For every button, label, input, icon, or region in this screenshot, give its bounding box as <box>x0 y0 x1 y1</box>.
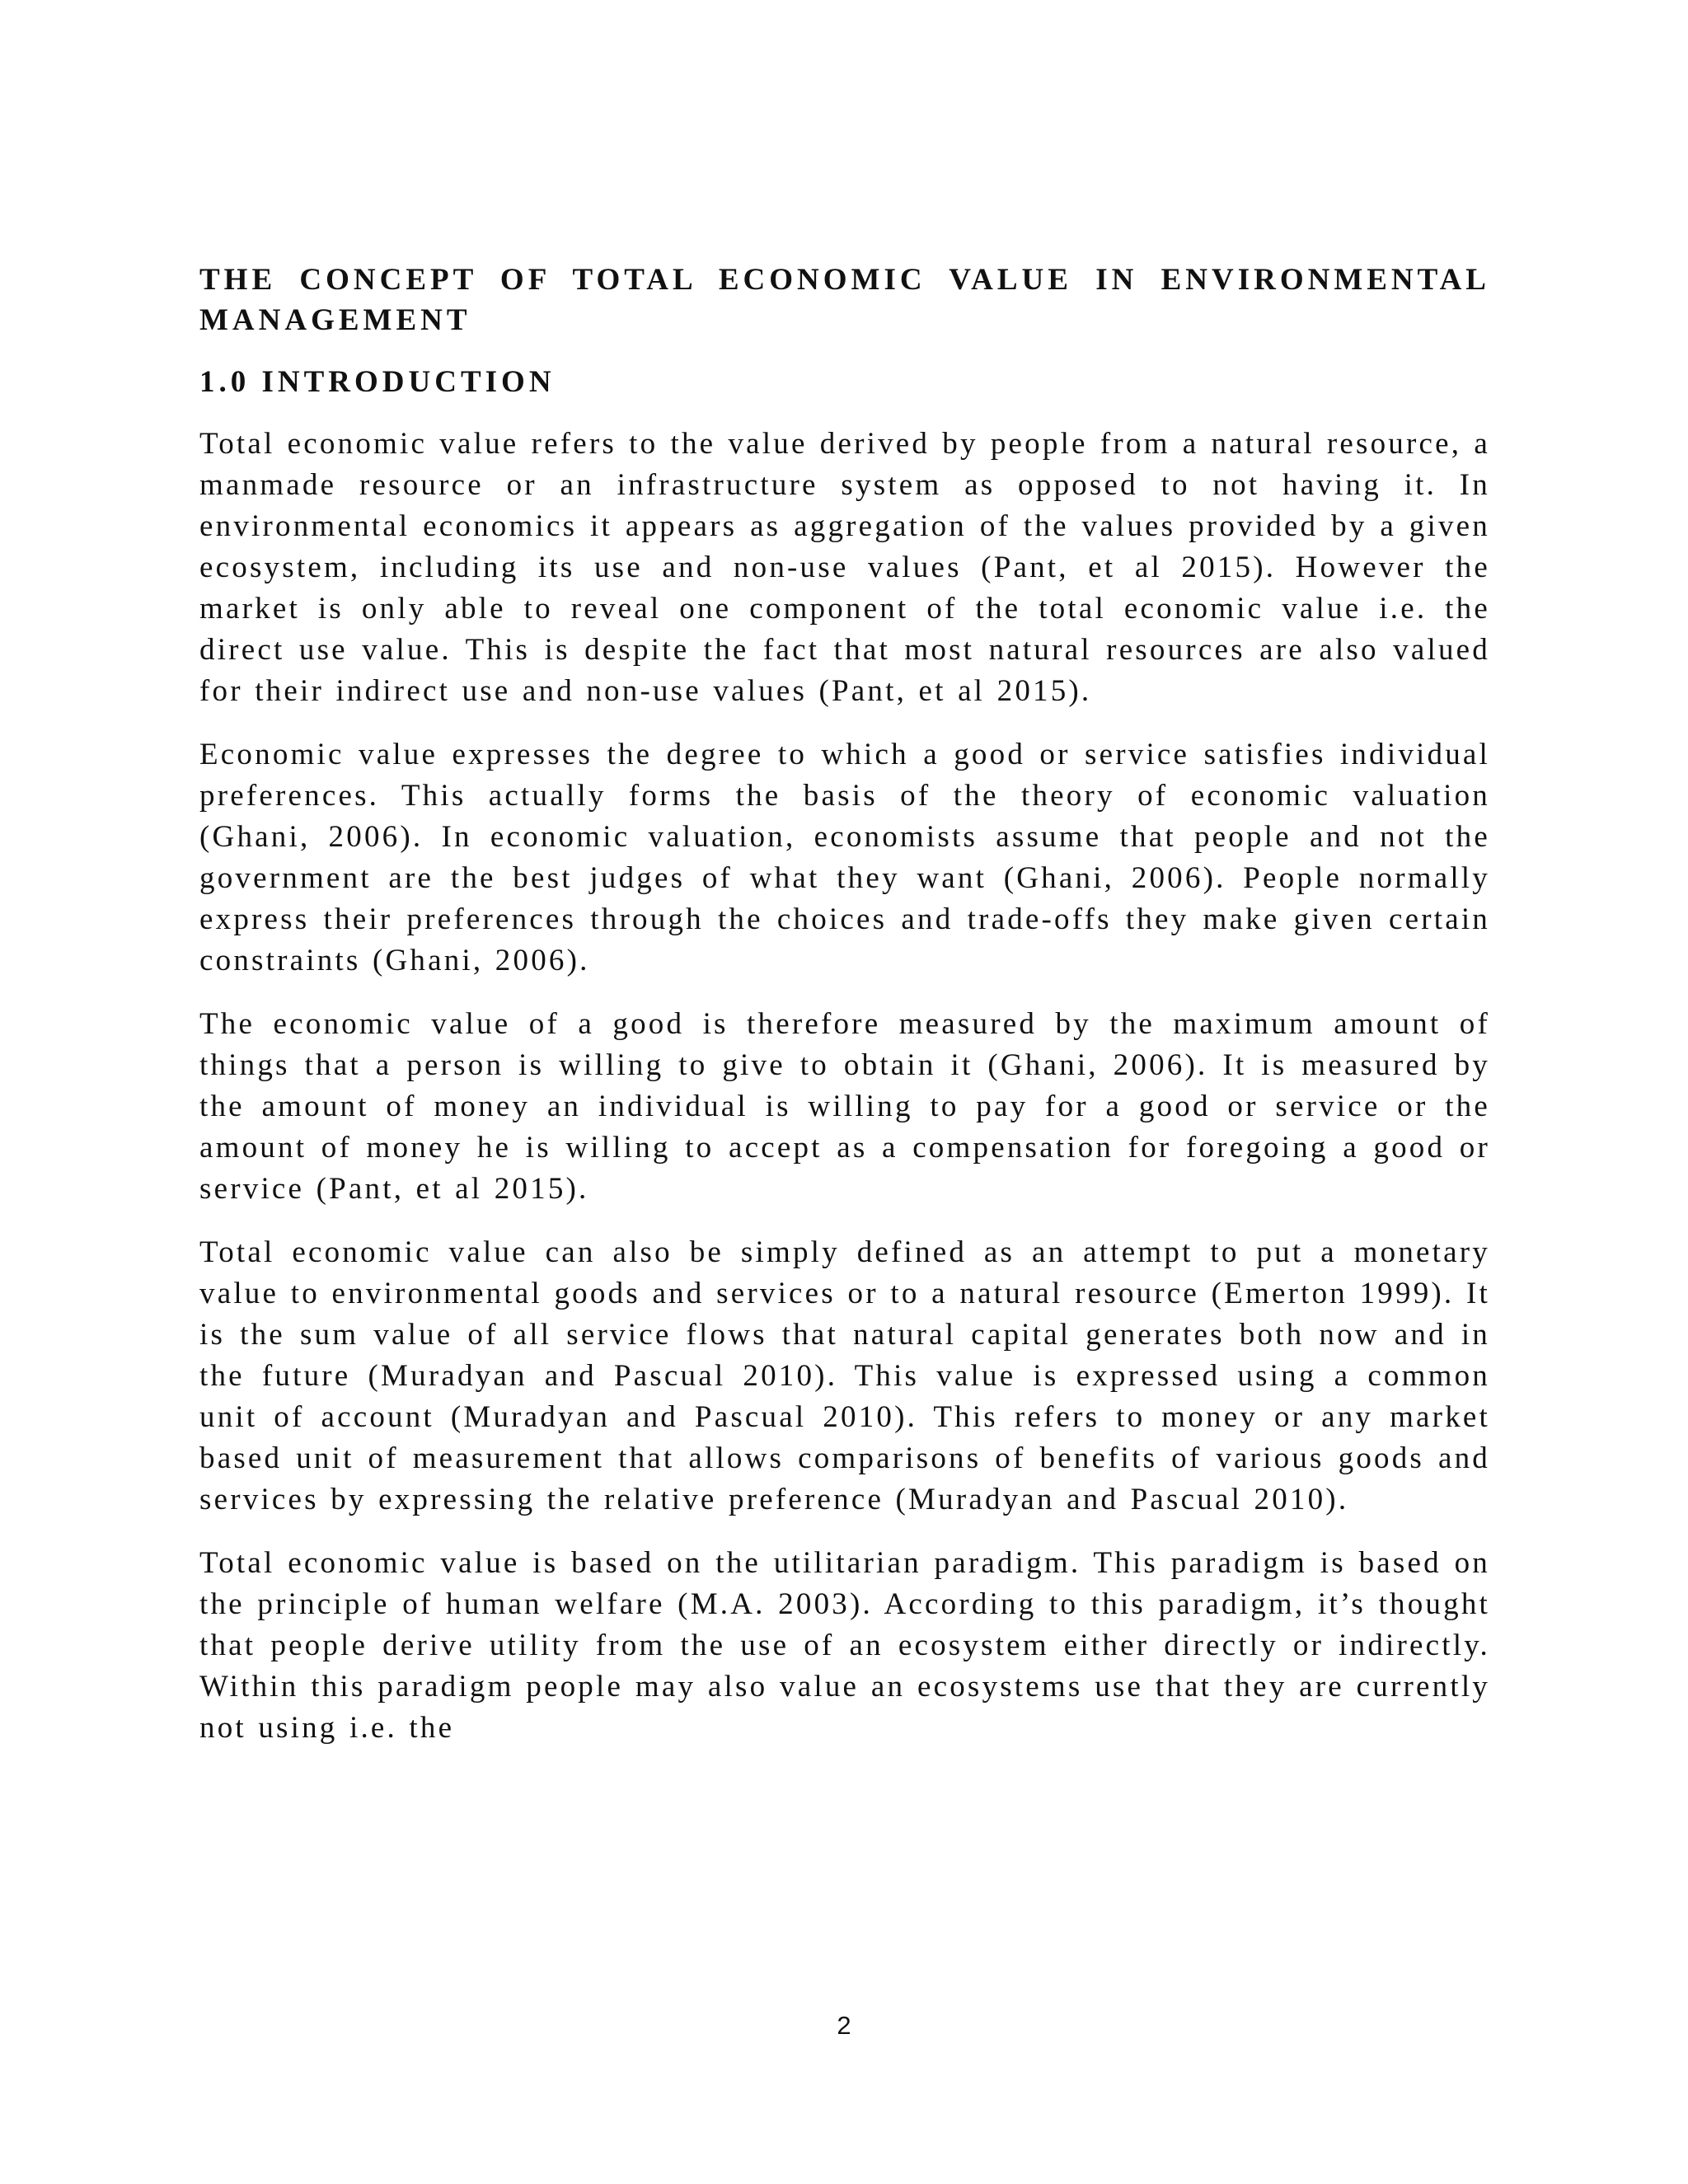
paragraph-4: Total economic value can also be simply defined as an attempt to put a monetary value to environmental goods and services or to a natural resource (Emerton 1999). It is the sum value of all service flows that natural capital generates both now and in the future (Muradyan and Pascual 2010). This value is expressed using a common unit of account (Muradyan and Pascual 2010). This refers to money or any market based unit of measurement that allows comparisons of benefits of various goods and services by expressing the relative preference (Muradyan and Pascual 2010). <box>199 1235 1490 1516</box>
paragraph-5: Total economic value is based on the utilitarian paradigm. This paradigm is based on the principle of human welfare (M.A. 2003). According to this paradigm, it’s thought that people derive utility from the use of an ecosystem either directly or indirectly. Within this paradigm people may also value an ecosystems use that they are currently not using i.e. the <box>199 1546 1490 1745</box>
document-body <box>199 260 1490 1749</box>
paragraph-2: Economic value expresses the degree to which a good or service satisfies individual preferences. This actually forms the basis of the theory of economic valuation (Ghani, 2006). In economic valuation, economists assume that people and not the government are the best judges of what they want (Ghani, 2006). People normally express their preferences through the choices and trade-offs they make given certain constraints (Ghani, 2006). <box>199 738 1490 977</box>
document-title: THE CONCEPT OF TOTAL ECONOMIC VALUE IN ENVIRONMENTAL MANAGEMENT <box>199 263 1490 337</box>
paragraph-1: Total economic value refers to the value derived by people from a natural resource, a manmade resource or an infrastructure system as opposed to not having it. In environmental economics it appears as aggregation of the values provided by a given ecosystem, including its use and non-use values (Pant, et al 2015). However the market is only able to reveal one component of the total economic value i.e. the direct use value. This is despite the fact that most natural resources are also valued for their indirect use and non-use values (Pant, et al 2015). <box>199 427 1490 708</box>
paragraph-3: The economic value of a good is therefore measured by the maximum amount of things that a person is willing to give to obtain it (Ghani, 2006). It is measured by the amount of money an individual is willing to pay for a good or service or the amount of money he is willing to accept as a compensation for foregoing a good or service (Pant, et al 2015). <box>199 1007 1490 1206</box>
page-number: 2 <box>837 2011 851 2040</box>
section-heading: 1.0 INTRODUCTION <box>199 365 556 399</box>
